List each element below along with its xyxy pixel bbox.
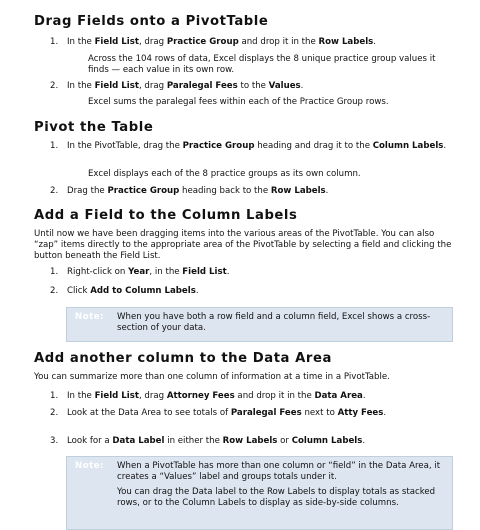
note-text: When you have both a row field and a column field, Excel shows a cross-section of your data. — [117, 312, 431, 333]
note-label: Note: — [75, 312, 104, 322]
bold-term: Year — [128, 267, 150, 277]
bold-term: Paralegal Fees — [166, 81, 238, 91]
bold-term: Data Area — [314, 391, 363, 401]
step-number: 1. — [50, 37, 59, 47]
step-number: 2. — [50, 186, 59, 196]
list-item: 2. Drag the Practice Group heading back to the Row Labels. — [50, 186, 329, 196]
bold-term: Data Label — [112, 436, 165, 446]
bold-term: Atty Fees — [337, 408, 384, 418]
intro-paragraph: You can summarize more than one column of information at a time in a PivotTable. — [34, 372, 390, 382]
list-item: 1. Right-click on Year, in the Field List. — [50, 267, 230, 277]
bold-term: Row Labels — [270, 186, 326, 196]
bold-term: Practice Group — [166, 37, 239, 47]
section-heading: Pivot the Table — [34, 120, 154, 135]
section-heading: Add another column to the Data Area — [34, 351, 332, 366]
bold-term: Column Labels — [372, 141, 444, 151]
bold-term: Column Labels — [291, 436, 363, 446]
note-box — [66, 456, 453, 530]
note-text: When a PivotTable has more than one column or “field” in the Data Area, it creates a “Values” label and groups totals under it. — [117, 461, 441, 482]
bold-term: Practice Group — [107, 186, 180, 196]
bold-term: Field List — [94, 37, 139, 47]
step-number: 2. — [50, 286, 59, 296]
step-description: Excel displays each of the 8 practice groups as its own column. — [88, 169, 361, 179]
step-number: 3. — [50, 436, 59, 446]
bold-term: Row Labels — [318, 37, 374, 47]
step-number: 2. — [50, 408, 59, 418]
bold-term: Practice Group — [182, 141, 255, 151]
intro-paragraph: Until now we have been dragging items into the various areas of the PivotTable. You can also “zap” items directly to the appropriate area of the PivotTable by selecting a field and clicking the button beneath the Field List. — [34, 229, 452, 261]
note-text: You can drag the Data label to the Row Labels to display totals as stacked rows, or to the Column Labels to display as side-by-side columns. — [117, 487, 436, 508]
bold-term: Field List — [182, 267, 227, 277]
bold-term: Add to Column Labels — [90, 286, 196, 296]
list-item: 2. Look at the Data Area to see totals of Paralegal Fees next to Atty Fees. — [50, 408, 387, 418]
list-item: 2. Click Add to Column Labels. — [50, 286, 199, 296]
list-item: 1. In the PivotTable, drag the Practice Group heading and drag it to the Column Labels. — [50, 141, 447, 151]
step-number: 1. — [50, 141, 59, 151]
list-item: 1. In the Field List, drag Practice Group and drop it in the Row Labels. — [50, 37, 377, 47]
list-item: 1. In the Field List, drag Attorney Fees and drop it in the Data Area. — [50, 391, 366, 401]
step-description: Across the 104 rows of data, Excel displays the 8 unique practice group values it finds — each value in its own row. — [88, 54, 436, 75]
bold-term: Paralegal Fees — [230, 408, 302, 418]
section-heading: Drag Fields onto a PivotTable — [34, 14, 269, 29]
step-number: 1. — [50, 391, 59, 401]
note-label: Note: — [75, 461, 104, 471]
list-item: 3. Look for a Data Label in either the Row Labels or Column Labels. — [50, 436, 366, 446]
bold-term: Field List — [94, 391, 139, 401]
bold-term: Values — [268, 81, 301, 91]
note-box — [66, 307, 453, 342]
bold-term: Attorney Fees — [166, 391, 235, 401]
step-number: 1. — [50, 267, 59, 277]
bold-term: Row Labels — [222, 436, 278, 446]
bold-term: Field List — [94, 81, 139, 91]
list-item: 2. In the Field List, drag Paralegal Fees to the Values. — [50, 81, 304, 91]
step-number: 2. — [50, 81, 59, 91]
step-description: Excel sums the paralegal fees within each of the Practice Group rows. — [88, 97, 389, 107]
section-heading: Add a Field to the Column Labels — [34, 208, 298, 223]
